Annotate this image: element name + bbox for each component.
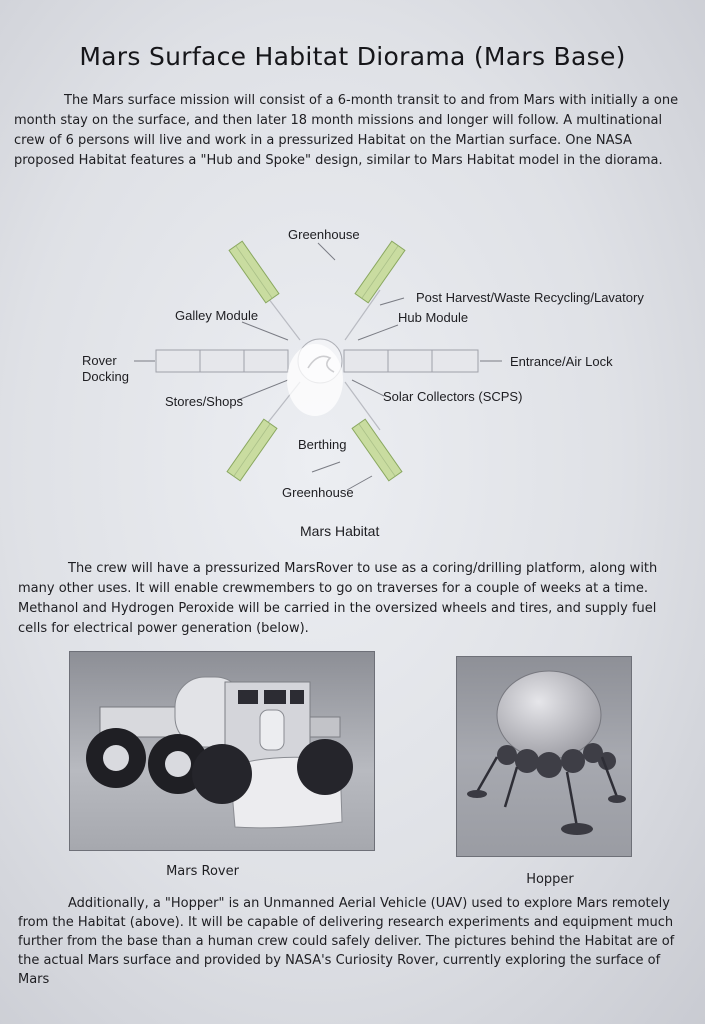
hopper-caption: Hopper (526, 872, 574, 887)
label-galley-module: Galley Module (175, 308, 259, 323)
label-stores-shops: Stores/Shops (165, 394, 244, 409)
label-post-harvest: Post Harvest/Waste Recycling/Lavatory (416, 290, 644, 305)
label-solar-collectors: Solar Collectors (SCPS) (383, 389, 523, 404)
label-hub-module: Hub Module (398, 310, 469, 325)
rover-caption: Mars Rover (166, 864, 239, 879)
mars-rover-photo (69, 651, 375, 851)
page-title: Mars Surface Habitat Diorama (Mars Base) (79, 42, 626, 71)
hopper-photo (456, 656, 632, 857)
label-berthing: Berthing (298, 437, 347, 452)
intro-paragraph: The Mars surface mission will consist of a 6-month transit to and from Mars with initially a one month stay on the surface, and then later 18 month missions and longer will follow. A multinational crew of 6 persons will live and work in a pressurized Habitat on the Martian surface. One NASA proposed Habitat features a "Hub and Spoke" design, similar to Mars Habitat model in the diorama. (14, 93, 679, 168)
label-rover-docking: Rover Docking (82, 353, 129, 384)
hopper-paragraph: Additionally, a "Hopper" is an Unmanned Aerial Vehicle (UAV) used to explore Mars remotely from the Habitat (above). It will be capable of delivering research experiments and equipment much further from the base than a human crew could safely deliver. The pictures behind the Habitat are of the actual Mars surface and provided by NASA's Curiosity Rover, currently exploring the surface of Mars (18, 896, 675, 987)
diagram-caption: Mars Habitat (300, 523, 380, 539)
label-greenhouse-top: Greenhouse (288, 227, 360, 242)
label-greenhouse-bottom: Greenhouse (282, 485, 354, 500)
label-entrance-airlock: Entrance/Air Lock (510, 354, 613, 369)
rover-paragraph: The crew will have a pressurized MarsRover to use as a coring/drilling platform, along with many other uses. It will enable crewmembers to go on traverses for a couple of weeks at a time. Methanol and Hydrogen Peroxide will be carried in the oversized wheels and tires, and supply fuel cells for electrical power generation (below). (18, 561, 658, 636)
